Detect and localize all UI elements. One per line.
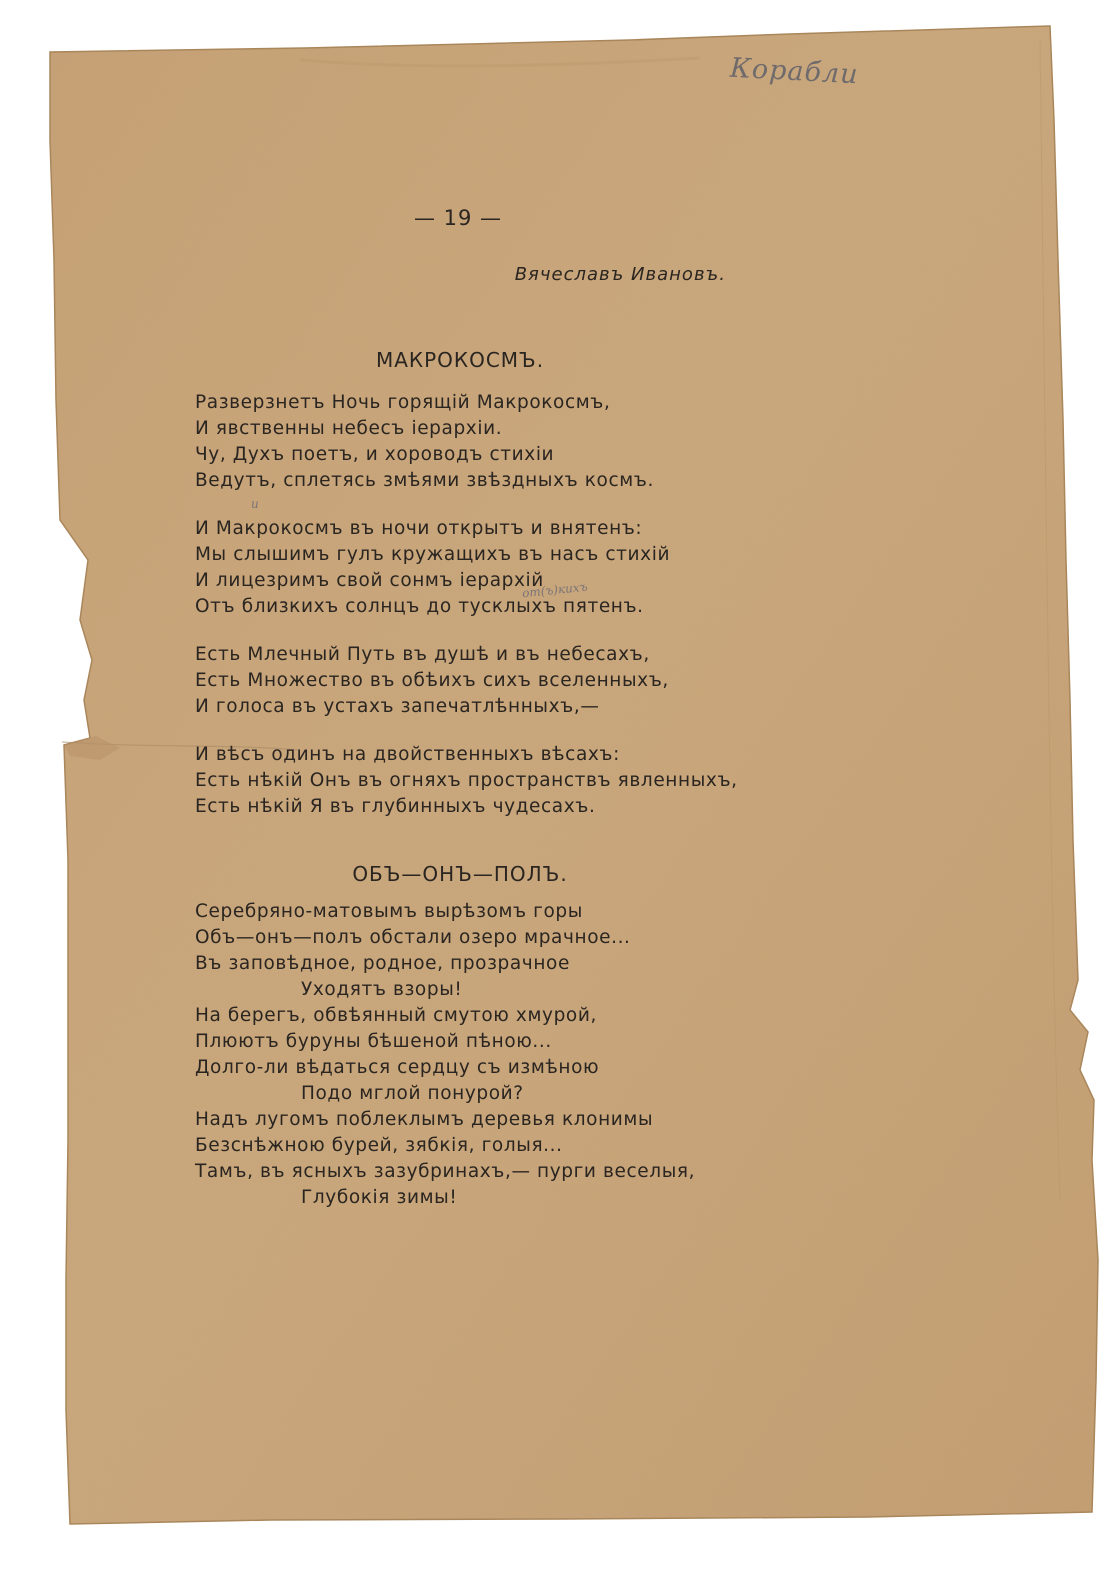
poem-line: Отъ близкихъ солнцъ до тусклыхъ пятенъ. [195, 596, 644, 617]
poem-line: Есть нѣкій Онъ въ огняхъ пространствъ явленныхъ, [195, 770, 738, 791]
stanza-gap [195, 720, 738, 742]
poem-line: И вѣсъ одинъ на двойственныхъ вѣсахъ: [195, 744, 620, 765]
poem-line: Разверзнетъ Ночь горящій Макрокосмъ, [195, 392, 611, 413]
author-name: Вячеславъ Ивановъ. [514, 264, 726, 285]
poem-title-macrocosm: МАКРОКОСМЪ. [375, 348, 545, 372]
pencil-note-correction: от(ъ)кихъ [521, 579, 589, 601]
poem-line: Серебряно-матовымъ вырѣзомъ горы [195, 901, 583, 922]
pencil-note-top: Корабли [729, 52, 860, 91]
poem-line: Ведутъ, сплетясь змѣями звѣздныхъ космъ. [195, 470, 654, 491]
poem-line: Плюютъ буруны бѣшеной пѣною... [195, 1031, 552, 1052]
poem-line: И голоса въ устахъ запечатлѣнныхъ,— [195, 696, 600, 717]
poem-line: Долго-ли вѣдаться сердцу съ измѣною [195, 1057, 600, 1078]
poem-line: Есть нѣкій Я въ глубинныхъ чудесахъ. [195, 796, 596, 817]
poem-line: Надъ лугомъ поблеклымъ деревья клонимы [195, 1109, 654, 1130]
poem-line: Есть Множество въ обѣихъ сихъ вселенныхъ, [195, 670, 669, 691]
stanza-gap [195, 494, 738, 516]
poem-line: И Макрокосмъ въ ночи открытъ и внятенъ: [195, 518, 643, 539]
poem-line: Чу, Духъ поетъ, и хороводъ стихіи [195, 444, 555, 465]
poem-body-macrocosm [195, 390, 738, 820]
poem-line: Есть Млечный Путь въ душѣ и въ небесахъ, [195, 644, 650, 665]
poem-line-indented: Уходятъ взоры! [301, 979, 463, 1000]
poem-line: И лицезримъ свой сонмъ іерархій [195, 570, 544, 591]
poem-line: На берегъ, обвѣянный смутою хмурой, [195, 1005, 597, 1026]
poem-title-ob-on-pol: ОБЪ—ОНЪ—ПОЛЪ. [352, 862, 568, 886]
poem-line: Объ—онъ—полъ обстали озеро мрачное... [195, 927, 631, 948]
poem-line: Тамъ, въ ясныхъ зазубринахъ,— пурги веселыя, [195, 1161, 696, 1182]
stanza-gap [195, 620, 738, 642]
poem-line: И явственны небесъ іерархіи. [195, 418, 503, 439]
poem-body-ob-on-pol [195, 899, 695, 1211]
poem-line: Въ заповѣдное, родное, прозрачное [195, 953, 570, 974]
poem-line-indented: Глубокія зимы! [301, 1187, 458, 1208]
poem-line-indented: Подо мглой понурой? [301, 1083, 524, 1104]
poem-line: Мы слышимъ гулъ кружащихъ въ насъ стихій [195, 544, 671, 565]
pencil-note-and: и [251, 497, 259, 511]
page-number: — 19 — [413, 206, 503, 230]
poem-line: Безснѣжною бурей, зябкія, голыя... [195, 1135, 563, 1156]
